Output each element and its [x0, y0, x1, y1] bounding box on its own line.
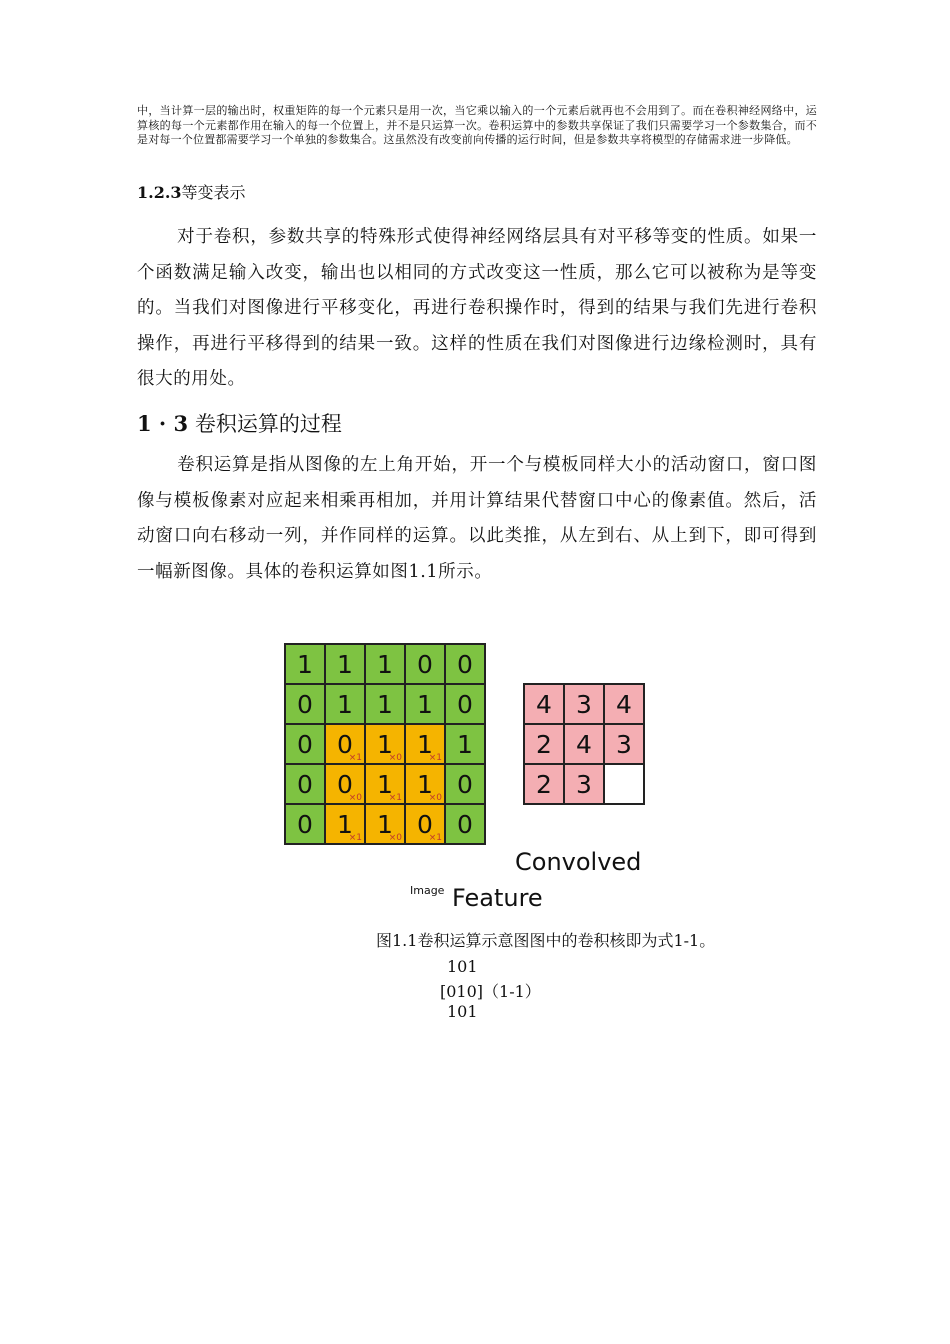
figure-caption: 图1.1卷积运算示意图图中的卷积核即为式1-1。 [376, 931, 716, 950]
equivariance-text: 对于卷积，参数共享的特殊形式使得神经网络层具有对平移等变的性质。如果一个函数满足输入改变，输出也以相同的方式改变这一性质，那么它可以被称为是等变的。当我们对图像进行平移变化，再进行卷积操作时，得到的结果与我们先进行卷积操作，再进行平移得到的结果一致。这样的性质在我们对图像进行边缘检测时，具有很大的用处。 [137, 227, 817, 389]
image-cell-value: 0 [297, 689, 313, 719]
image-cell [404, 763, 446, 805]
image-cell [444, 683, 486, 725]
image-cell-value: 0 [457, 689, 473, 719]
image-cell-value: 0 [417, 649, 433, 679]
image-cell-value: 0 [297, 729, 313, 759]
image-cell [324, 643, 366, 685]
image-cell-value: 1 [417, 729, 433, 759]
image-cell [404, 683, 446, 725]
image-cell-value: 0 [297, 769, 313, 799]
image-cell [364, 643, 406, 685]
kernel-weight: ×1 [388, 793, 402, 803]
image-cell [444, 643, 486, 685]
formula-row-2-matrix: [010] [440, 982, 484, 1001]
feature-cell-value: 4 [536, 689, 552, 719]
kernel-weight: ×1 [348, 753, 362, 763]
image-cell [444, 803, 486, 845]
image-label: Image [410, 884, 445, 897]
kernel-weight: ×0 [348, 793, 362, 803]
feature-cell [563, 763, 605, 805]
kernel-weight: ×0 [388, 833, 402, 843]
image-cell [284, 643, 326, 685]
kernel-weight: ×0 [428, 793, 442, 803]
feature-cell [523, 763, 565, 805]
feature-cell [563, 723, 605, 765]
feature-cell-value: 2 [536, 769, 552, 799]
feature-cell [563, 683, 605, 725]
image-cell-value: 1 [377, 809, 393, 839]
feature-cell-value: 3 [616, 729, 632, 759]
image-cell [284, 763, 326, 805]
equivariance-paragraph [137, 220, 817, 398]
kernel-weight: ×1 [428, 753, 442, 763]
image-cell-value: 0 [417, 809, 433, 839]
image-cell-value: 1 [377, 729, 393, 759]
image-cell-value: 1 [377, 689, 393, 719]
feature-cell-value: 4 [576, 729, 592, 759]
formula-row-1: 101 [447, 957, 478, 976]
subsection-heading [137, 180, 246, 203]
image-cell [364, 763, 406, 805]
feature-cell [603, 723, 645, 765]
feature-cell-value: 3 [576, 689, 592, 719]
image-cell-value: 1 [297, 649, 313, 679]
feature-cell-value: 3 [576, 769, 592, 799]
image-cell [324, 683, 366, 725]
image-cell-value: 0 [297, 809, 313, 839]
formula-tag: （1-1） [483, 982, 541, 1001]
subsection-title: 等变表示 [181, 183, 246, 202]
image-cell [284, 803, 326, 845]
image-cell [364, 683, 406, 725]
image-cell [324, 723, 366, 765]
image-cell-value: 1 [417, 769, 433, 799]
convolved-label: Convolved [515, 848, 642, 876]
image-cell [364, 723, 406, 765]
kernel-weight: ×1 [348, 833, 362, 843]
kernel-weight: ×0 [388, 753, 402, 763]
image-cell [284, 723, 326, 765]
image-cell [324, 763, 366, 805]
image-cell-value: 0 [457, 809, 473, 839]
formula-row-3: 101 [447, 1002, 478, 1021]
convolution-process-paragraph [137, 448, 817, 590]
section-title: 卷积运算的过程 [194, 412, 342, 436]
feature-cell-value: 2 [536, 729, 552, 759]
subsection-number: 1.2.3 [137, 183, 182, 202]
image-cell [444, 763, 486, 805]
feature-cell [603, 683, 645, 725]
image-cell [404, 723, 446, 765]
feature-label: Feature [452, 884, 543, 912]
image-cell-value: 1 [337, 809, 353, 839]
section-heading [137, 408, 342, 438]
image-cell-value: 1 [337, 689, 353, 719]
image-cell-value: 0 [457, 649, 473, 679]
image-cell-value: 0 [457, 769, 473, 799]
image-cell [404, 803, 446, 845]
kernel-weight: ×1 [428, 833, 442, 843]
feature-cell-value: 4 [616, 689, 632, 719]
feature-cell [523, 683, 565, 725]
image-cell-value: 1 [417, 689, 433, 719]
image-cell-value: 0 [337, 729, 353, 759]
convolution-process-text: 卷积运算是指从图像的左上角开始，开一个与模板同样大小的活动窗口，窗口图像与模板像素对应起来相乘再相加，并用计算结果代替窗口中心的像素值。然后，活动窗口向右移动一列，并作同样的运算。以此类推，从左到右、从上到下，即可得到一幅新图像。具体的卷积运算如图1.1所示。 [137, 455, 817, 582]
image-cell-value: 1 [337, 649, 353, 679]
feature-cell [523, 723, 565, 765]
image-cell [284, 683, 326, 725]
carryover-paragraph: 中，当计算一层的输出时，权重矩阵的每一个元素只是用一次，当它乘以输入的一个元素后就再也不会用到了。而在卷积神经网络中，运算核的每一个元素都作用在输入的每一个位置上，并不是只运算一次。卷积运算中的参数共享保证了我们只需要学习一个参数集合，而不是对每一个位置都需要学习一个单独的参数集合。这虽然没有改变前向传播的运行时间，但是参数共享将模型的存储需求进一步降低。 [137, 104, 817, 146]
image-cell-value: 0 [337, 769, 353, 799]
image-cell-value: 1 [457, 729, 473, 759]
formula-row-2 [440, 979, 541, 1002]
image-cell [324, 803, 366, 845]
image-cell-value: 1 [377, 769, 393, 799]
image-cell [444, 723, 486, 765]
section-number: 1 · 3 [137, 411, 189, 436]
image-cell [364, 803, 406, 845]
image-cell [404, 643, 446, 685]
image-cell-value: 1 [377, 649, 393, 679]
feature-cell [603, 763, 645, 805]
